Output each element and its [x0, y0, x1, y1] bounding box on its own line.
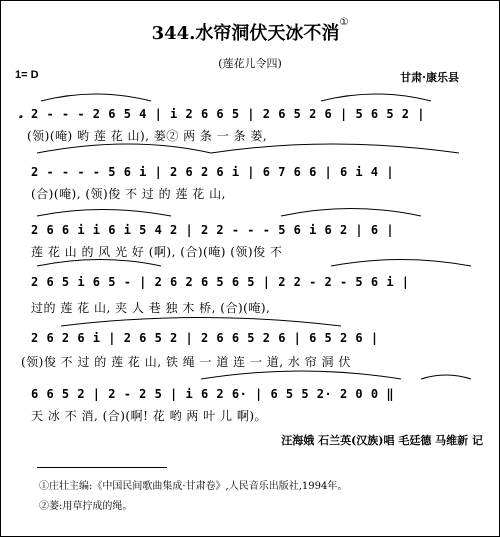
footnote-1: ①庄壮主编:《中国民间歌曲集成·甘肃卷》,人民音乐出版社,1994年。	[39, 481, 348, 492]
slur-arc	[201, 371, 401, 379]
lyric-line-4: 过的 莲 花 山, 夹 人 巷 独 木 桥, (合)(唵),	[31, 301, 271, 315]
lyric-line-3: 莲 花 山 的 风 光 好 (啊), (合)(唵) (领)俊 不	[31, 245, 283, 259]
slur-arcs	[1, 1, 499, 536]
lyric-line-1: (领)(唵) 哟 莲 花 山), 蒌② 两 条 一 条 蒌,	[27, 129, 268, 143]
slur-arc	[281, 209, 421, 217]
footnote-2: ②蒌:用草拧成的绳。	[39, 501, 133, 512]
lyric-line-5: (领)俊 不 过 的 莲 花 山, 铁 绳 一 道 连 一 道, 水 帘 洞 伏	[21, 355, 351, 369]
notation-line-3: 2 6 6 i i 6 i 5 4 2 | 2 2 - - - 5 6 i 6 2 | 6 |	[31, 223, 395, 237]
slur-arc	[421, 375, 471, 379]
slur-arc	[321, 94, 431, 101]
song-subtitle: (莲花儿令四)	[218, 57, 282, 70]
notation-line-4: 2 6 5 i 6 5 - | 2 6 2 6 5 6 5 | 2 2 - 2 - 5 6 i |	[31, 275, 410, 289]
slur-arc	[211, 144, 459, 153]
region-label: 甘肃·康乐县	[400, 71, 459, 84]
slur-arc	[37, 260, 161, 267]
lyric-line-2: (合)(唵), (领)俊 不 过 的 莲 花 山,	[31, 187, 226, 201]
title-text: 344.水帘洞伏天冰不消	[151, 23, 340, 44]
notation-line-5: 2 6 2 6 i | 2 6 5 2 | 2 6 6 5 2 6 | 6 5 2 6 |	[31, 331, 379, 345]
notation-line-2: 2 - - - - 5 6 i | 2 6 2 6 i | 6 7 6 6 | 6 i 4 |	[31, 165, 395, 179]
key-signature: 1= D	[15, 69, 39, 81]
slur-arc	[331, 260, 471, 267]
lyric-line-6: 天 冰 不 消, (合)(啊! 花 哟 两 叶 儿 啊)。	[31, 409, 268, 423]
slur-arc	[61, 318, 341, 327]
performer-credits: 汪海娥 石兰英(汉族)唱 毛廷德 马维新 记	[281, 434, 483, 447]
title-footnote-mark: ①	[339, 17, 349, 28]
footnote-divider	[37, 467, 167, 468]
notation-line-6: 6 6 5 2 | 2 - 2 5 | i 6 2 6· | 6 5 5 2· 2 0 0 ‖	[31, 387, 395, 401]
notation-line-1: 𝅗 2 - - - 2 6 5 4 | i 2 6 6 5 | 2 6 5 2 6 | 5 6 5 2 |	[19, 107, 425, 121]
slur-arc	[41, 94, 151, 101]
slur-arc	[37, 144, 211, 153]
slur-arc	[37, 210, 171, 217]
